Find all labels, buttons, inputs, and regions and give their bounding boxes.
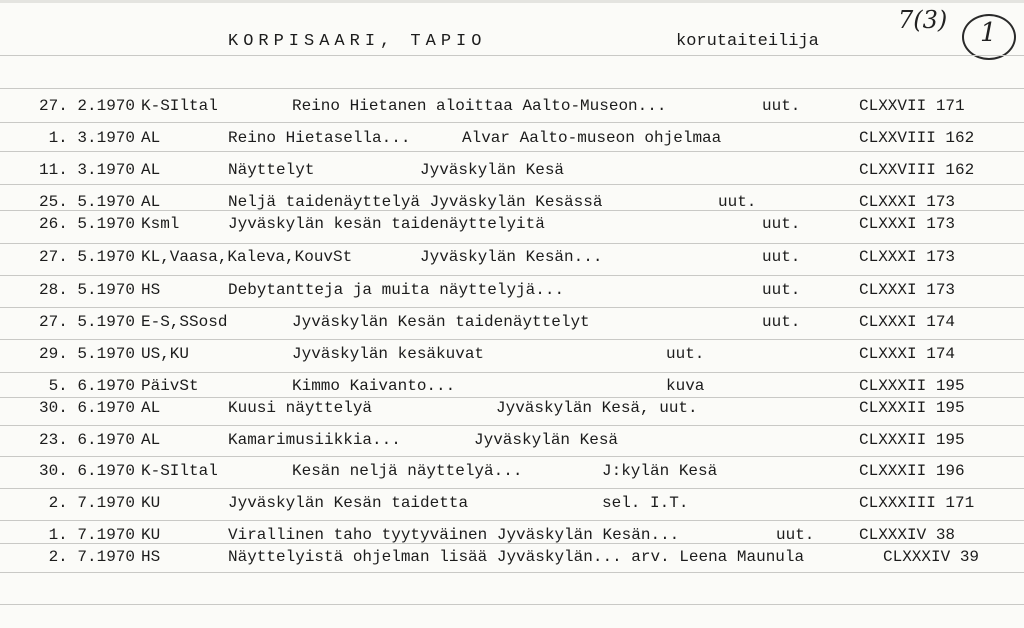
ruled-line bbox=[0, 425, 1024, 426]
entry-type: uut. bbox=[762, 215, 801, 233]
entry-reference: CLXXVIII 162 bbox=[859, 161, 975, 179]
entry-title: Näyttelyistä ohjelman lisää Jyväskylän... arv. Leena Maunula bbox=[228, 548, 805, 566]
list-item bbox=[0, 462, 1024, 482]
ruled-line bbox=[0, 307, 1024, 308]
entry-title: Kesän neljä näyttelyä... bbox=[292, 462, 523, 480]
entry-date: 11. 3.1970 bbox=[38, 161, 135, 179]
ruled-line bbox=[0, 488, 1024, 489]
entry-title: Jyväskylän kesän taidenäyttelyitä bbox=[228, 215, 545, 233]
ruled-line bbox=[0, 397, 1024, 398]
entry-date: 30. 6.1970 bbox=[38, 399, 135, 417]
list-item bbox=[0, 215, 1024, 235]
entry-title: Debytantteja ja muita näyttelyjä... bbox=[228, 281, 565, 299]
entry-title: Neljä taidenäyttelyä Jyväskylän Kesässä bbox=[228, 193, 603, 211]
ruled-line bbox=[0, 372, 1024, 373]
artist-name: KORPISAARI, TAPIO bbox=[228, 32, 487, 51]
entry-date: 2. 7.1970 bbox=[48, 494, 135, 512]
entry-title: Reino Hietanen aloittaa Aalto-Museon... bbox=[292, 97, 667, 115]
entry-date: 30. 6.1970 bbox=[38, 462, 135, 480]
entry-type: uut. bbox=[762, 281, 801, 299]
entry-reference: CLXXXII 195 bbox=[859, 377, 965, 395]
entry-reference: CLXXXI 173 bbox=[859, 281, 956, 299]
entry-type: uut. bbox=[718, 193, 757, 211]
ruled-line bbox=[0, 604, 1024, 605]
entry-source: KU bbox=[141, 526, 161, 544]
list-item bbox=[0, 193, 1024, 213]
entry-date: 28. 5.1970 bbox=[38, 281, 135, 299]
entry-reference: CLXXXI 173 bbox=[859, 248, 956, 266]
entry-reference: CLXXXI 174 bbox=[859, 345, 956, 363]
entry-date: 25. 5.1970 bbox=[38, 193, 135, 211]
ruled-line bbox=[0, 456, 1024, 457]
entry-source: AL bbox=[141, 399, 161, 417]
entry-title: Kimmo Kaivanto... bbox=[292, 377, 456, 395]
circled-number: 1 bbox=[980, 18, 997, 48]
entry-reference: CLXXXI 174 bbox=[859, 313, 956, 331]
entry-type: uut. bbox=[762, 313, 801, 331]
entry-type: uut. bbox=[762, 248, 801, 266]
entry-title: Jyväskylän kesäkuvat bbox=[292, 345, 485, 363]
entry-source: US,KU bbox=[141, 345, 190, 363]
entry-date: 23. 6.1970 bbox=[38, 431, 135, 449]
entry-source: AL bbox=[141, 193, 161, 211]
ruled-line bbox=[0, 184, 1024, 185]
entry-date: 1. 3.1970 bbox=[48, 129, 135, 147]
entry-reference: CLXXXII 195 bbox=[859, 399, 965, 417]
list-item bbox=[0, 248, 1024, 268]
ruled-line bbox=[0, 275, 1024, 276]
entry-subject: Jyväskylän Kesä, uut. bbox=[496, 399, 698, 417]
entry-date: 1. 7.1970 bbox=[48, 526, 135, 544]
entry-reference: CLXXXI 173 bbox=[859, 215, 956, 233]
entry-subject: Jyväskylän Kesä bbox=[420, 161, 565, 179]
list-item bbox=[0, 97, 1024, 117]
list-item bbox=[0, 161, 1024, 181]
ruled-line bbox=[0, 88, 1024, 89]
list-item bbox=[0, 494, 1024, 514]
entry-reference: CLXXXI 173 bbox=[859, 193, 956, 211]
entry-title: Jyväskylän Kesän taidetta bbox=[228, 494, 469, 512]
entry-date: 27. 5.1970 bbox=[38, 313, 135, 331]
entry-date: 29. 5.1970 bbox=[38, 345, 135, 363]
entry-reference: CLXXVIII 162 bbox=[859, 129, 975, 147]
entry-source: E-S,SSosd bbox=[141, 313, 228, 331]
entry-source: HS bbox=[141, 548, 161, 566]
entry-source: HS bbox=[141, 281, 161, 299]
entry-source: AL bbox=[141, 129, 161, 147]
entry-reference: CLXXXII 195 bbox=[859, 431, 965, 449]
entry-subject: Alvar Aalto-museon ohjelmaa bbox=[462, 129, 722, 147]
entry-reference: CLXXXIV 38 bbox=[859, 526, 956, 544]
ruled-line bbox=[0, 122, 1024, 123]
list-item bbox=[0, 526, 1024, 546]
entry-date: 5. 6.1970 bbox=[48, 377, 135, 395]
ruled-line bbox=[0, 572, 1024, 573]
entry-source: KU bbox=[141, 494, 161, 512]
entry-date: 27. 5.1970 bbox=[38, 248, 135, 266]
entry-type: kuva bbox=[666, 377, 705, 395]
list-item bbox=[0, 431, 1024, 451]
list-item bbox=[0, 399, 1024, 419]
entry-date: 27. 2.1970 bbox=[38, 97, 135, 115]
entry-reference: CLXXVII 171 bbox=[859, 97, 965, 115]
entry-title: Kuusi näyttelyä bbox=[228, 399, 373, 417]
entry-type: uut. bbox=[776, 526, 815, 544]
entry-source: KL,Vaasa,Kaleva,KouvSt bbox=[141, 248, 353, 266]
list-item bbox=[0, 281, 1024, 301]
entry-date: 26. 5.1970 bbox=[38, 215, 135, 233]
entry-reference: CLXXXIV 39 bbox=[883, 548, 980, 566]
entry-type: uut. bbox=[762, 97, 801, 115]
handwritten-note: 7(3) bbox=[898, 6, 948, 34]
entry-title: Jyväskylän Kesän... bbox=[420, 248, 603, 266]
entry-title: Näyttelyt bbox=[228, 161, 315, 179]
entry-source: AL bbox=[141, 431, 161, 449]
entry-reference: CLXXXII 196 bbox=[859, 462, 965, 480]
list-item bbox=[0, 377, 1024, 397]
entry-subject: sel. I.T. bbox=[602, 494, 689, 512]
entry-date: 2. 7.1970 bbox=[48, 548, 135, 566]
ruled-line bbox=[0, 151, 1024, 152]
ruled-line bbox=[0, 243, 1024, 244]
entry-title: Jyväskylän Kesän taidenäyttelyt bbox=[292, 313, 590, 331]
entry-subject: Jyväskylän Kesä bbox=[474, 431, 619, 449]
entry-title: Virallinen taho tyytyväinen Jyväskylän Kesän... bbox=[228, 526, 680, 544]
ruled-line bbox=[0, 55, 1024, 56]
entry-source: Ksml bbox=[141, 215, 180, 233]
entry-subject: J:kylän Kesä bbox=[602, 462, 718, 480]
top-edge bbox=[0, 0, 1024, 3]
list-item bbox=[0, 129, 1024, 149]
entry-source: AL bbox=[141, 161, 161, 179]
profession-label: korutaiteilija bbox=[676, 32, 819, 51]
entry-source: K-SIltal bbox=[141, 462, 218, 480]
entry-source: PäivSt bbox=[141, 377, 199, 395]
ruled-line bbox=[0, 520, 1024, 521]
list-item bbox=[0, 345, 1024, 365]
entry-source: K-SIltal bbox=[141, 97, 218, 115]
ruled-line bbox=[0, 339, 1024, 340]
entry-title: Reino Hietasella... bbox=[228, 129, 411, 147]
list-item bbox=[0, 548, 1024, 568]
list-item bbox=[0, 313, 1024, 333]
entry-title: Kamarimusiikkia... bbox=[228, 431, 401, 449]
entry-reference: CLXXXIII 171 bbox=[859, 494, 975, 512]
entry-type: uut. bbox=[666, 345, 705, 363]
